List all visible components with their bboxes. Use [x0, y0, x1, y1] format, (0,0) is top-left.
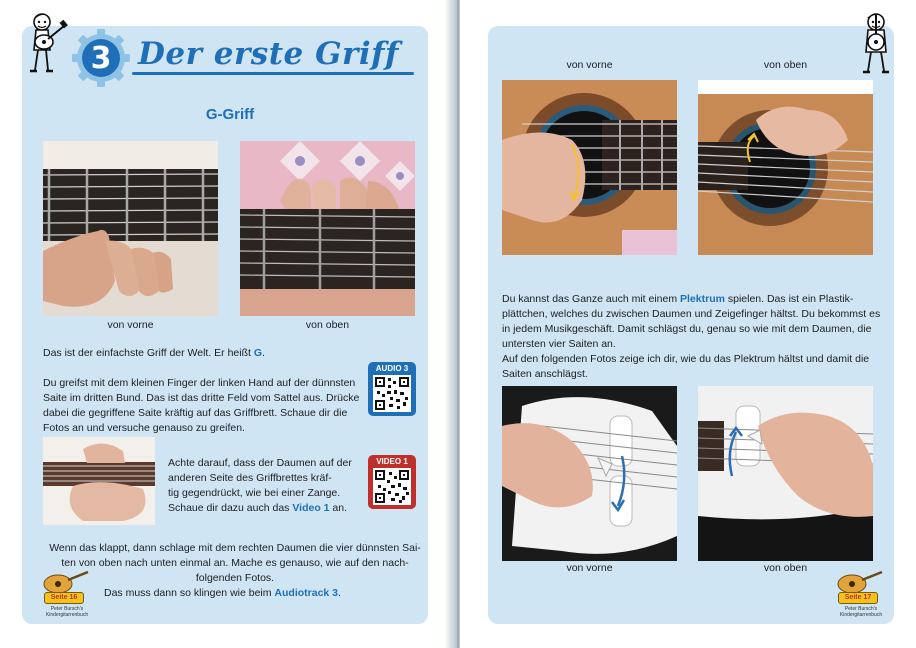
- video-qr-badge[interactable]: [368, 455, 416, 509]
- intro-text: Das ist der einfachste Griff der Welt. Er heißt: [43, 347, 254, 359]
- paragraph-intro: [43, 346, 383, 361]
- book-label-line: Peter Bursch's: [844, 606, 878, 612]
- plectrum-line-first: [502, 292, 882, 307]
- plectrum-line: Auf den folgenden Fotos zeige ich dir, wie du das Plektrum hältst und damit die: [502, 353, 870, 365]
- plectrum-term: Plektrum: [680, 293, 725, 305]
- caption-front: von vorne: [566, 562, 613, 574]
- right-page: [460, 0, 916, 648]
- audio-qr-badge[interactable]: [368, 362, 416, 416]
- plectrum-line: Saiten anschlägst.: [502, 368, 588, 380]
- intro-text-end: .: [262, 347, 265, 359]
- paragraph-thumb: [168, 456, 368, 516]
- title-underline: [132, 72, 414, 75]
- strum-text: Das muss dann so klingen wie beim: [104, 587, 275, 599]
- plectrum-text-end: spielen. Das ist ein Plastik-: [724, 293, 854, 305]
- photo-g-chord-front: [43, 141, 218, 316]
- fingering-line: Saite im dritten Bund. Das ist das dritte Feld vom Sattel aus. Drücke: [43, 392, 360, 404]
- photo-thumb-strum-front: [502, 80, 677, 255]
- page-number: Seite 16: [44, 592, 84, 604]
- book-label-line: Kindergitarrenbuch: [45, 612, 89, 618]
- fingering-line: dabei die gegriffene Saite kräftig auf das Griffbrett. Schaue dir die: [43, 407, 348, 419]
- strum-line: ten von oben nach unten einmal an. Mache es genauso, wie auf den nach-: [61, 557, 409, 569]
- thumb-line: anderen Seite des Griffbrettes kräf-: [168, 472, 332, 484]
- book-label: [832, 606, 890, 618]
- thumb-line: Achte darauf, dass der Daumen auf der: [168, 457, 352, 469]
- caption-front: von vorne: [107, 319, 154, 331]
- page-badge-guitar-icon: [834, 570, 884, 594]
- paragraph-strum: [46, 541, 424, 601]
- strum-text-end: .: [338, 587, 341, 599]
- page-badge: [830, 570, 890, 620]
- chapter-number: 3: [90, 40, 112, 76]
- audiotrack-link[interactable]: Audiotrack 3: [274, 587, 339, 599]
- thumb-line: tig gegendrückt, wie bei einer Zange.: [168, 487, 341, 499]
- audio-label: AUDIO 3: [375, 364, 409, 373]
- caption-top: von oben: [763, 59, 808, 71]
- left-page: [0, 0, 456, 648]
- photo-thumb-position: [43, 437, 155, 525]
- photo-thumb-strum-top: [698, 80, 873, 255]
- chord-name: G: [253, 347, 263, 359]
- book-label-line: Peter Bursch's: [50, 606, 84, 612]
- mascot-guitarist-icon: [26, 10, 68, 76]
- caption-top: von oben: [763, 562, 808, 574]
- page-badge: [36, 570, 96, 620]
- photo-g-chord-top: [240, 141, 415, 316]
- thumb-line-last: [168, 501, 368, 516]
- paragraph-plectrum: [502, 292, 882, 382]
- page-badge-guitar-icon: [40, 570, 90, 594]
- strum-line-last: [46, 586, 424, 601]
- qr-code-icon: [373, 375, 411, 412]
- video-link[interactable]: Video 1: [292, 502, 330, 514]
- thumb-text: Schaue dir dazu auch das: [168, 502, 293, 514]
- plectrum-text: Du kannst das Ganze auch mit einem: [502, 293, 681, 305]
- qr-code-icon: [373, 468, 411, 505]
- chapter-title: Der erste Griff: [138, 36, 399, 72]
- paragraph-fingering: [43, 376, 373, 436]
- caption-front: von vorne: [566, 59, 613, 71]
- strum-line: folgenden Fotos.: [195, 572, 275, 584]
- thumb-text-end: an.: [329, 502, 348, 514]
- caption-top: von oben: [305, 319, 350, 331]
- video-label: VIDEO 1: [376, 457, 408, 466]
- photo-plectrum-top: [698, 386, 873, 561]
- plectrum-line: untersten vier Saiten an.: [502, 338, 616, 350]
- fingering-line: Du greifst mit dem kleinen Finger der linken Hand auf der dünnsten: [43, 377, 356, 389]
- strum-line: Wenn das klappt, dann schlage mit dem rechten Daumen die vier dünnsten Sai-: [49, 542, 421, 554]
- fingering-line: Fotos an und versuche genauso zu greifen.: [43, 422, 245, 434]
- page-number: Seite 17: [838, 592, 878, 604]
- plectrum-line: in jedem Musikgeschäft. Damit schlägst du, genau so wie mit dem Daumen, die: [502, 323, 872, 335]
- book-label-line: Kindergitarrenbuch: [839, 612, 883, 618]
- plectrum-line: plättchen, welches du zwischen Daumen und Zeigefinger hältst. Du bekommst es: [502, 308, 881, 320]
- section-subtitle: G-Griff: [205, 106, 255, 123]
- book-label: [38, 606, 96, 618]
- photo-plectrum-front: [502, 386, 677, 561]
